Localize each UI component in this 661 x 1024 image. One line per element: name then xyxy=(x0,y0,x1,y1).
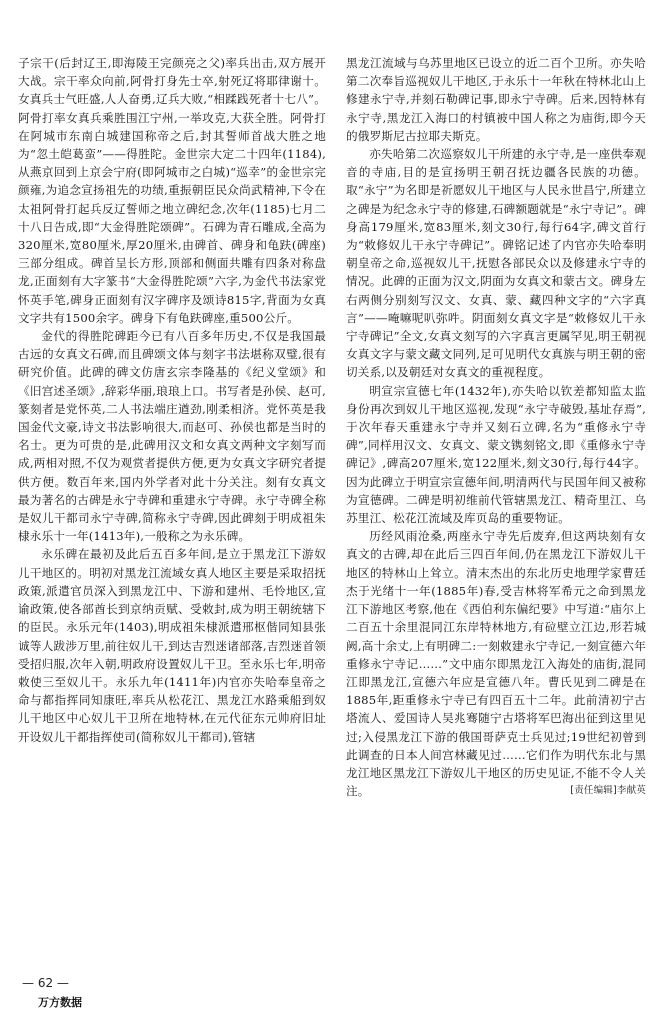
right-text-column xyxy=(346,54,646,800)
paragraph: 金代的得胜陀碑距今已有八百多年历史,不仅是我国最古远的女真文石碑,而且碑颂文体与刻字书法堪称双璧,很有研究价值。此碑的碑文仿唐玄宗李隆基的《纪义堂颂》和《旧宫述圣颂》,辞彩华丽,琅琅上口。书写者是孙侯、赵可,篆刻者是党怀英,二人书法端庄遒劲,刚柔相济。党怀英是我国金代文豪,诗文书法影响很大,而赵可、孙侯也都是当时的名士。更为可贵的是,此碑用汉文和女真文两种文字刻写而成,两相对照,不仅为观赏者提供方便,更为女真文字研究者提供方便。数百年来,国内外学者对此十分关注。刻有女真文最为著名的古碑是永宁寺碑和重建永宁寺碑。永宁寺碑全称是奴儿干都司永宁寺碑,简称永宁寺碑,因此碑刻于明成祖朱棣永乐十一年(1413年),一般称之为永乐碑。 xyxy=(18,329,326,544)
paragraph-text: 历经风雨沧桑,两座永宁寺先后废弃,但这两块刻有女真文的古碑,却在此后三四百年间,仍在黑龙江下游奴儿干地区的特林山上耸立。清末杰出的东北历史地理学家曹廷杰于光绪十一年(1885年)春,受吉林将军希元之命到黑龙江下游地区考察,他在《西伯利东偏纪要》中写道:“庙尔上二百五十余里混同江东岸特林地方,有砬壁立江边,形若城阙,高十余丈,上有明碑二:一刻敕建永宁寺记,一刻宣德六年重修永宁寺记……”文中庙尔即黑龙江入海处的庙街,混同江即黑龙江,宣德六年应是宣德八年。曹氏见到二碑是在1885年,距重修永宁寺已有四百五十二年。此前清初宁古塔流人、爱国诗人吴兆骞随宁古塔将军巴海出征到这里见过;入侵黑龙江下游的俄国哥萨克士兵见过;19世纪初曾到此调查的日本人间宫林藏见过……它们作为明代东北与黑龙江地区黑龙江下游奴儿干地区的历史见证,不能不令人关注。 xyxy=(346,529,646,799)
left-text-column xyxy=(18,54,326,746)
paragraph: 黑龙江流域与乌苏里地区已设立的近二百个卫所。亦失哈第二次奉旨巡视奴儿干地区,于永乐十一年秋在特林北山上修建永宁寺,并刻石勒碑记事,即永宁寺碑。后来,因特林有永宁寺,黑龙江入海口的村镇被中国人称之为庙街,即今天的俄罗斯尼古拉耶夫斯克。 xyxy=(346,56,646,143)
paragraph: 永乐碑在最初及此后五百多年间,是立于黑龙江下游奴儿干地区的。明初对黑龙江流域女真人地区主要是采取招抚政策,派遣官员深入到黑龙江中、下游和建州、毛怜地区,宣谕政策,使各部酋长到京纳贡赋、受敕封,成为明王朝统辖下的臣民。永乐元年(1403),明成祖朱棣派遣邢枢偕同知县张诚等人跋涉万里,前往奴儿干,到达吉烈迷诸部落,吉烈迷首领受招归服,次年入朝,明政府设置奴儿干卫。至永乐七年,明帝敕使三至奴儿干。永乐九年(1411年)内官亦失哈奉皇帝之命与都指挥同知康旺,率兵从松花江、黑龙江水路乘船到奴儿干地区中心奴儿干卫所在地特林,在元代征东元帅府旧址开设奴儿干都指挥使司(简称奴儿干都司),管辖 xyxy=(18,547,326,744)
paragraph xyxy=(346,527,646,800)
paragraph: 子宗干(后封辽王,即海陵王完颜亮之父)率兵出击,双方展开大战。宗干率众向前,阿骨打身先士卒,射死辽将耶律谢十。女真兵士气旺盛,人人奋勇,辽兵大败,“相蹂践死者十七八”。阿骨打率女真兵乘胜围江宁州,一举攻克,大获全胜。阿骨打在阿城市东南白城建国称帝之后,封其誓师首战大胜之地为“忽土皑葛蛮”——得胜陀。金世宗大定二十四年(1184),从燕京回到上京会宁府(即阿城市之白城)“巡幸”的金世宗完颜雍,为追念宣扬祖先的功绩,重振朝臣民众尚武精神,下令在太祖阿骨打起兵反辽誓师之地立碑纪念,次年(1185)七月二十八日告成,即“大金得胜陀颂碑”。石碑为青石雕成,全高为320厘米,宽80厘米,厚20厘米,由碑首、碑身和龟趺(碑座)三部分组成。碑首呈长方形,顶部和侧面共雕有四条对称盘龙,正面刻有大字篆书“大金得胜陀颂”六字,为金代书法家党怀英手笔,碑身正面刻有汉字碑序及颂诗815字,背面为女真文字共有1500余字。碑身下有龟趺碑座,重500公斤。 xyxy=(18,56,326,325)
page-number: — 62 — xyxy=(22,976,69,990)
paragraph: 明宣宗宣德七年(1432年),亦失哈以钦差都知监太监身份再次到奴儿干地区巡视,发现“永宁寺破毁,基址存焉”,于次年春天重建永宁寺并又刻石立碑,名为“重修永宁寺碑”,同样用汉文、女真文、蒙文镌刻铭文,即《重修永宁寺碑记》,碑高207厘米,宽122厘米,刻文30行,每行44字。因为此碑立于明宣宗宣德年间,明清两代与民国年间又被称为宣德碑。二碑是明初维前代管辖黑龙江、精奇里江、乌苏里江、松花江流域及库页岛的重要物证。 xyxy=(346,383,646,526)
paragraph: 亦失哈第二次巡察奴儿干所建的永宁寺,是一座供奉观音的寺庙,目的是宣扬明王朝召抚边疆各民族的功德。取“永宁”为名即是祈愿奴儿干地区与人民永世昌宁,所建立之碑是为纪念永宁寺的修建,石碑额题就是“永宁寺记”。碑身高179厘米,宽83厘米,刻文30行,每行64字,碑文首行为“敕修奴儿干永宁寺碑记”。碑铭记述了内官亦失哈奉明朝皇帝之命,巡视奴儿干,抚慰各部民众以及修建永宁寺的情况。此碑的正面为汉文,阴面为女真文和蒙古文。碑身左右两侧分别刻写汉文、女真、蒙、藏四种文字的“六字真言”——唵嘛呢叭弥吽。阴面刻女真文字是“敕修奴儿干永宁寺碑记”全文,女真文刻写的六字真言更属罕见,明王朝视女真文字与蒙文藏文同列,足可见明代女真族与明王朝的密切关系,以及朝廷对女真文的重视程度。 xyxy=(346,147,646,380)
editor-credit: [责任编辑]李献英 xyxy=(570,785,646,797)
watermark: 万方数据 xyxy=(38,996,82,1009)
